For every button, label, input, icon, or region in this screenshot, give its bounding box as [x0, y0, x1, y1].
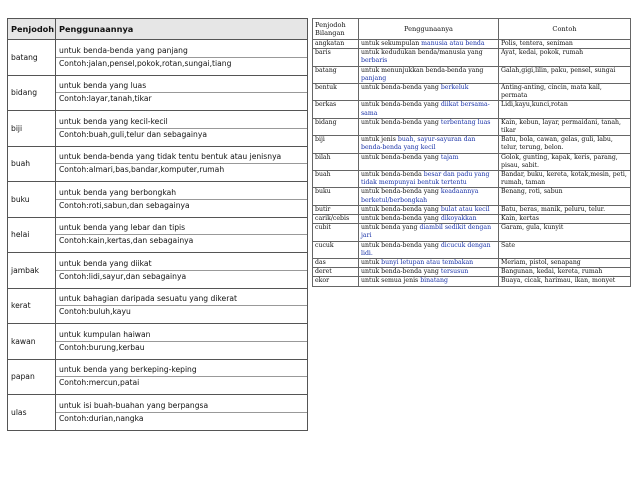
right-row: [313, 188, 631, 205]
right-example: Batu, bola, cawan, gelas, guli, labu, telur, terung, belon.: [499, 136, 631, 153]
left-usage-cell: [56, 75, 308, 111]
right-word: butir: [313, 205, 359, 214]
right-row: [313, 205, 631, 214]
right-example: Anting-anting, cincin, mata kail, permata: [499, 84, 631, 101]
left-row: [8, 217, 308, 253]
left-word: helai: [8, 217, 56, 253]
left-word: buah: [8, 146, 56, 182]
left-usage: untuk benda yang berkeping-keping: [56, 364, 307, 377]
right-word: bentuk: [313, 84, 359, 101]
right-usage-text: untuk benda-benda yang: [361, 241, 441, 249]
left-word: bidang: [8, 75, 56, 111]
right-usage-text: untuk benda yang: [361, 224, 420, 232]
right-row: [313, 259, 631, 268]
left-usage-cell: [56, 253, 308, 289]
left-row: [8, 182, 308, 218]
right-word: baris: [313, 49, 359, 66]
left-word: kawan: [8, 324, 56, 360]
left-table: [7, 18, 308, 431]
left-usage: untuk benda yang luas: [56, 80, 307, 93]
right-usage: [359, 188, 499, 205]
right-usage-highlight: buah, sayur-sayuran dan benda-benda yang kecil: [361, 136, 476, 152]
right-word: carik/cebis: [313, 215, 359, 224]
right-row: [313, 224, 631, 241]
right-header-row: [313, 19, 631, 40]
right-example: Meriam, pistol, senapang: [499, 259, 631, 268]
right-row: [313, 66, 631, 83]
right-usage: [359, 153, 499, 170]
right-usage: [359, 136, 499, 153]
right-word: deret: [313, 268, 359, 277]
right-word: ekor: [313, 277, 359, 286]
left-usage: untuk benda yang berbongkah: [56, 187, 307, 200]
right-usage-highlight: dicucuk dengan lidi.: [361, 241, 491, 257]
right-usage-text: untuk menunjukkan benda-benda yang: [361, 66, 484, 74]
right-usage-highlight: bunyi letupan atau tembakan: [381, 259, 474, 267]
right-header-word: Penjodoh Bilangan: [313, 19, 359, 40]
left-usage-cell: [56, 359, 308, 395]
left-row: [8, 253, 308, 289]
right-usage: [359, 171, 499, 188]
left-header-row: [8, 19, 308, 40]
right-usage: [359, 101, 499, 118]
right-usage-text: untuk benda-benda yang: [361, 101, 441, 109]
right-usage-highlight: dikoyakkan: [440, 215, 477, 223]
right-example: Batu, beras, manik, peluru, telur.: [499, 205, 631, 214]
right-usage-text: untuk benda-benda yang: [361, 215, 441, 223]
right-word: berkas: [313, 101, 359, 118]
right-example: Garam, gula, kunyit: [499, 224, 631, 241]
left-example: Contoh:roti,sabun,dan sebagainya: [59, 200, 190, 210]
right-header-usage: Penggunaanya: [359, 19, 499, 40]
right-usage: [359, 241, 499, 258]
left-example: Contoh:mercun,patai: [59, 378, 140, 388]
right-word: batang: [313, 66, 359, 83]
right-header-example: Contoh: [499, 19, 631, 40]
left-usage-cell: [56, 288, 308, 324]
left-word: papan: [8, 359, 56, 395]
right-example: Bandar, buku, kereta, kotak,mesin, peti, rumah, taman: [499, 171, 631, 188]
left-usage-cell: [56, 395, 308, 431]
right-word: buku: [313, 188, 359, 205]
right-usage: [359, 49, 499, 66]
left-row: [8, 40, 308, 76]
left-header-word: Penjodoh: [8, 19, 56, 40]
left-example: Contoh:kain,kertas,dan sebagainya: [59, 236, 194, 246]
right-usage-highlight: berkeluk: [440, 84, 469, 92]
right-row: [313, 84, 631, 101]
left-usage-cell: [56, 40, 308, 76]
left-word: ulas: [8, 395, 56, 431]
right-example: Bangunan, kedai, kereta, rumah: [499, 268, 631, 277]
left-row: [8, 324, 308, 360]
right-usage-text: untuk: [361, 259, 382, 267]
right-usage-text: untuk benda-benda yang: [361, 84, 441, 92]
right-word: cucuk: [313, 241, 359, 258]
right-usage-highlight: diambil sedikit dengan jari: [361, 224, 492, 240]
left-usage-cell: [56, 111, 308, 147]
right-usage: [359, 205, 499, 214]
right-usage: [359, 84, 499, 101]
left-example: Contoh:almari,bas,bandar,komputer,rumah: [59, 165, 225, 175]
right-word: biji: [313, 136, 359, 153]
right-table: [312, 18, 631, 287]
right-word: bilah: [313, 153, 359, 170]
right-row: [313, 215, 631, 224]
right-usage-highlight: besar dan padu yang tidak mempunyai bentuk tertentu: [361, 171, 490, 187]
right-usage-highlight: tersusun: [440, 268, 469, 276]
left-example: Contoh:lidi,sayur,dan sebagainya: [59, 271, 187, 281]
left-usage: untuk benda yang lebar dan tipis: [56, 222, 307, 235]
left-word: biji: [8, 111, 56, 147]
right-usage-text: untuk semua jenis: [361, 277, 421, 285]
left-usage: untuk benda yang kecil-kecil: [56, 116, 307, 129]
right-usage-text: untuk jenis: [361, 136, 398, 144]
right-row: [313, 153, 631, 170]
left-usage: untuk benda yang diikat: [56, 258, 307, 271]
right-usage-highlight: keadaannya berketul/berbongkah: [361, 188, 479, 204]
left-row: [8, 146, 308, 182]
left-example: Contoh:buah,guli,telur dan sebagainya: [59, 129, 207, 139]
right-example: Sate: [499, 241, 631, 258]
right-usage-text: untuk benda-benda yang: [361, 205, 441, 213]
right-example: Polis, tentera, seniman: [499, 40, 631, 49]
left-usage: untuk benda-benda yang tidak tentu bentuk atau jenisnya: [56, 151, 307, 164]
right-usage: [359, 215, 499, 224]
right-example: Lidi,kayu,kunci,rotan: [499, 101, 631, 118]
left-usage: untuk kumpulan haiwan: [56, 329, 307, 342]
right-example: Ayat, kedai, pokok, rumah: [499, 49, 631, 66]
right-example: Kain, kebun, layar, permaidani, tanah, tikar: [499, 118, 631, 135]
left-word: buku: [8, 182, 56, 218]
right-example: Benang, roti, sabun: [499, 188, 631, 205]
left-word: batang: [8, 40, 56, 76]
right-usage: [359, 268, 499, 277]
left-example: Contoh:buluh,kayu: [59, 307, 131, 317]
left-usage: untuk bahagian daripada sesuatu yang dikerat: [56, 293, 307, 306]
left-row: [8, 288, 308, 324]
left-word: jambak: [8, 253, 56, 289]
right-word: cubit: [313, 224, 359, 241]
right-usage-highlight: diikat bersama-sama: [361, 101, 490, 117]
right-row: [313, 118, 631, 135]
left-example: Contoh:durian,nangka: [59, 413, 144, 423]
left-example: Contoh:burung,kerbau: [59, 342, 145, 352]
right-row: [313, 277, 631, 286]
right-usage-text: untuk sekumpulan: [361, 40, 422, 47]
left-usage-cell: [56, 324, 308, 360]
right-usage-text: untuk benda-benda yang: [361, 153, 441, 161]
right-usage-highlight: bulat atau kecil: [440, 205, 490, 213]
right-word: angkatan: [313, 40, 359, 49]
right-word: bidang: [313, 118, 359, 135]
right-usage-highlight: berbaris: [361, 57, 388, 65]
left-word: kerat: [8, 288, 56, 324]
right-row: [313, 241, 631, 258]
left-header-usage: Penggunaannya: [56, 19, 308, 40]
right-example: Golok, gunting, kapak, keris, parang, pisau, sabit.: [499, 153, 631, 170]
right-usage-highlight: manusia atau benda: [421, 40, 485, 47]
right-row: [313, 171, 631, 188]
right-usage: [359, 277, 499, 286]
right-word: buah: [313, 171, 359, 188]
left-row: [8, 111, 308, 147]
right-row: [313, 268, 631, 277]
right-usage-text: untuk benda-benda: [361, 171, 424, 179]
left-usage: untuk isi buah-buahan yang berpangsa: [56, 400, 307, 413]
right-usage-text: untuk benda-benda yang: [361, 188, 441, 196]
left-usage-cell: [56, 182, 308, 218]
right-usage: [359, 259, 499, 268]
right-example: Galah,gigi,lilin, paku, pensel, sungai: [499, 66, 631, 83]
left-example: Contoh:layar,tanah,tikar: [59, 94, 152, 104]
right-usage: [359, 40, 499, 49]
right-example: Kain, kertas: [499, 215, 631, 224]
right-row: [313, 136, 631, 153]
right-row: [313, 40, 631, 49]
right-row: [313, 49, 631, 66]
right-usage: [359, 118, 499, 135]
right-row: [313, 101, 631, 118]
left-usage-cell: [56, 146, 308, 182]
left-usage-cell: [56, 217, 308, 253]
right-usage-text: untuk benda-benda yang: [361, 268, 441, 276]
right-usage-highlight: tajam: [440, 153, 459, 161]
right-usage-highlight: terbentang luas: [440, 118, 491, 126]
right-usage-highlight: panjang: [361, 74, 387, 82]
right-usage-highlight: binatang: [420, 277, 448, 285]
right-word: das: [313, 259, 359, 268]
right-usage: [359, 224, 499, 241]
right-example: Buaya, cicak, harimau, ikan, monyet: [499, 277, 631, 286]
right-usage-text: untuk kedudukan benda/manusia yang: [361, 49, 483, 57]
right-usage-text: untuk benda-benda yang: [361, 118, 441, 126]
left-example: Contoh:jalan,pensel,pokok,rotan,sungai,tiang: [59, 58, 232, 68]
left-usage: untuk benda-benda yang panjang: [56, 45, 307, 58]
left-row: [8, 75, 308, 111]
right-usage: [359, 66, 499, 83]
left-row: [8, 395, 308, 431]
left-row: [8, 359, 308, 395]
